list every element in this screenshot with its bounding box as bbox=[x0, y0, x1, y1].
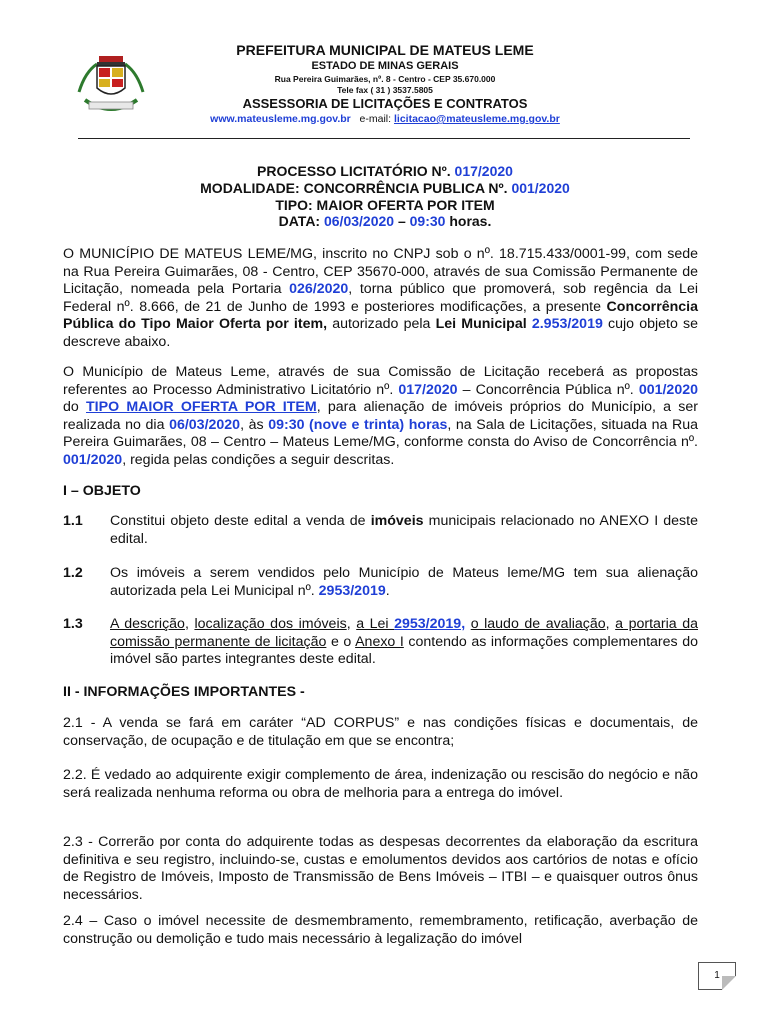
email-link[interactable]: licitacao@mateusleme.mg.gov.br bbox=[393, 113, 560, 125]
paragraph-2-4: 2.4 – Caso o imóvel necessite de desmembramento, remembramento, retificação, averbação de construção ou demolição e tudo mais necessário à legalização do imóvel bbox=[63, 913, 698, 947]
item-1-2: Os imóveis a serem vendidos pelo Município de Mateus leme/MG tem sua alienação autorizada pela Lei Municipal nº. 2953/2019. bbox=[110, 565, 698, 599]
website-link[interactable]: www.mateusleme.mg.gov.br bbox=[210, 113, 351, 125]
title-tipo: TIPO: MAIOR OFERTA POR ITEM bbox=[275, 197, 495, 213]
proposal-paragraph: O Município de Mateus Leme, através de sua Comissão de Licitação receberá as propostas referentes ao Processo Administrativo Licitatório nº. 017/2020 – Concorrência Pública nº. 001/2020 do TIPO MAIOR OFERTA POR ITEM, para alienação de imóveis próprios do Município, a ser realizada no dia 06/03/2020, às 09:30 (nove e trinta) horas, na Sala de Licitações, situada na Rua Pereira Guimarães, 08 – Centro – Mateus Leme/MG, conforme consta do Aviso de Concorrência nº. 001/2020, regida pelas condições a seguir descritas. bbox=[63, 364, 698, 468]
paragraph-2-2: 2.2. É vedado ao adquirente exigir complemento de área, indenização ou rescisão do negócio e não será realizada nenhuma reforma ou obra de melhoria para a entrega do imóvel. bbox=[63, 767, 698, 801]
header-org-name: PREFEITURA MUNICIPAL DE MATEUS LEME bbox=[236, 42, 534, 58]
item-1-1: Constitui objeto deste edital a venda de imóveis municipais relacionado no ANEXO I deste edital. bbox=[110, 513, 698, 547]
item-1-3: A descrição, localização dos imóveis, a Lei 2953/2019, o laudo de avaliação, a portaria da comissão permanente de licitação e o Anexo I contendo as informações complementares do imóvel são partes integrantes deste edital. bbox=[110, 616, 699, 667]
municipal-coat-of-arms-icon bbox=[75, 52, 147, 118]
item-number: 1.3 bbox=[63, 616, 83, 632]
item-number: 1.2 bbox=[63, 565, 83, 581]
header-divider bbox=[78, 138, 690, 139]
email-label: e-mail: bbox=[359, 113, 392, 125]
paragraph-2-1: 2.1 - A venda se fará em caráter “AD CORPUS” e nas condições físicas e documentais, de conservação, de ocupação e de titulação em que se encontra; bbox=[63, 715, 698, 749]
section-heading-informacoes: II - INFORMAÇÕES IMPORTANTES - bbox=[63, 684, 305, 700]
header-department: ASSESSORIA DE LICITAÇÕES E CONTRATOS bbox=[242, 96, 528, 111]
header-phone: Tele fax ( 31 ) 3537.5805 bbox=[337, 85, 433, 95]
page-number: 1 bbox=[698, 962, 736, 990]
title-processo: PROCESSO LICITATÓRIO Nº. 017/2020 bbox=[257, 163, 513, 179]
section-heading-objeto: I – OBJETO bbox=[63, 483, 141, 499]
header-state: ESTADO DE MINAS GERAIS bbox=[311, 60, 459, 72]
title-data: DATA: 06/03/2020 – 09:30 horas. bbox=[278, 213, 492, 229]
paragraph-2-3: 2.3 - Correrão por conta do adquirente todas as despesas decorrentes da elaboração da escritura definitiva e seu registro, incluindo-se, custas e emolumentos devidos aos cartórios de notas e ofício de Registro de Imóveis, Imposto de Transmissão de Bens Imóveis – ITBI – e quaisquer outros ônus necessários. bbox=[63, 834, 698, 903]
intro-paragraph: O MUNICÍPIO DE MATEUS LEME/MG, inscrito no CNPJ sob o nº. 18.715.433/0001-99, com sede na Rua Pereira Guimarães, 08 - Centro, CEP 35670-000, através de sua Comissão Permanente de Licitação, nomeada pela Portaria 026/2020, torna público que promoverá, sob regência da Lei Federal nº. 8.666, de 21 de Junho de 1993 e posteriores modificações, a presente Concorrência Pública do Tipo Maior Oferta por item, autorizado pela Lei Municipal 2.953/2019 cujo objeto se descreve abaixo. bbox=[63, 246, 699, 350]
title-modalidade: MODALIDADE: CONCORRÊNCIA PUBLICA Nº. 001/2020 bbox=[200, 180, 570, 196]
header-address: Rua Pereira Guimarães, nº. 8 - Centro - CEP 35.670.000 bbox=[274, 74, 496, 84]
header-contacts bbox=[160, 113, 610, 125]
item-number: 1.1 bbox=[63, 513, 83, 529]
